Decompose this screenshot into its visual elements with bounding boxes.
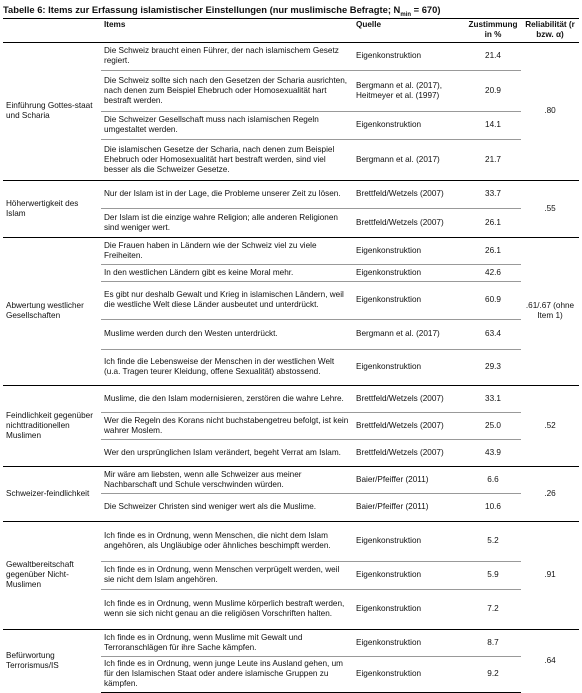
category-cell: Gewaltbereitschaft gegenüber Nicht-Muslimen (3, 521, 101, 629)
table-row (3, 237, 579, 264)
item-cell: Die islamischen Gesetze der Scharia, nach denen zum Beispiel Ehebruch oder Homosexualität hart bestraft werden, sind viel besser als die Schweizer Gesetze. (101, 139, 353, 180)
caption-suffix: = 670) (411, 4, 441, 15)
item-cell: Ich finde es in Ordnung, wenn junge Leute ins Ausland gehen, um für den Islamischen Staat oder andere islamische Gruppen zu kämpfen. (101, 656, 353, 692)
items-table (3, 18, 579, 693)
category-cell: Feindlichkeit gegenüber nichttraditionellen Muslimen (3, 385, 101, 466)
category-cell: Befürwortung Terrorismus/IS (3, 629, 101, 692)
value-cell: 9.2 (465, 656, 521, 692)
item-cell: Wer die Regeln des Korans nicht buchstabengetreu befolgt, ist kein wahrer Moslem. (101, 412, 353, 439)
value-cell: 42.6 (465, 264, 521, 281)
category-cell: Einführung Gottes-staat und Scharia (3, 42, 101, 180)
header-quelle: Quelle (353, 19, 465, 43)
item-cell: Ich finde es in Ordnung, wenn Menschen verprügelt werden, weil sie nicht dem Islam angehören. (101, 561, 353, 589)
source-cell: Brettfeld/Wetzels (2007) (353, 385, 465, 412)
source-cell: Eigenkonstruktion (353, 589, 465, 629)
value-cell: 21.7 (465, 139, 521, 180)
reliability-cell: .61/.67 (ohne Item 1) (521, 237, 579, 385)
category-cell: Abwertung westlicher Gesellschaften (3, 237, 101, 385)
source-cell: Brettfeld/Wetzels (2007) (353, 412, 465, 439)
value-cell: 26.1 (465, 237, 521, 264)
source-cell: Brettfeld/Wetzels (2007) (353, 180, 465, 208)
item-cell: Ich finde es in Ordnung, wenn Muslime mit Gewalt und Terroranschlägen für ihre Sache kämpfen. (101, 629, 353, 656)
reliability-cell: .55 (521, 180, 579, 237)
source-cell: Bergmann et al. (2017) (353, 139, 465, 180)
item-cell: In den westlichen Ländern gibt es keine Moral mehr. (101, 264, 353, 281)
table-row (3, 180, 579, 208)
source-cell: Baier/Pfeiffer (2011) (353, 466, 465, 493)
value-cell: 21.4 (465, 42, 521, 70)
item-cell: Ich finde es in Ordnung, wenn Muslime körperlich bestraft werden, wenn sie sich nicht genau an die religiösen Vorschriften halten. (101, 589, 353, 629)
source-cell: Eigenkonstruktion (353, 349, 465, 385)
source-cell: Eigenkonstruktion (353, 629, 465, 656)
item-cell: Die Schweiz braucht einen Führer, der nach islamischem Gesetz regiert. (101, 42, 353, 70)
table-row (3, 385, 579, 412)
value-cell: 43.9 (465, 439, 521, 466)
reliability-cell: .80 (521, 42, 579, 180)
source-cell: Baier/Pfeiffer (2011) (353, 493, 465, 521)
source-cell: Eigenkonstruktion (353, 237, 465, 264)
value-cell: 33.1 (465, 385, 521, 412)
item-cell: Die Frauen haben in Ländern wie der Schweiz viel zu viele Freiheiten. (101, 237, 353, 264)
item-cell: Muslime, die den Islam modernisieren, zerstören die wahre Lehre. (101, 385, 353, 412)
item-cell: Muslime werden durch den Westen unterdrückt. (101, 319, 353, 349)
source-cell: Eigenkonstruktion (353, 281, 465, 319)
header-zustimmung: Zustimmung in % (465, 19, 521, 43)
item-cell: Nur der Islam ist in der Lage, die Probleme unserer Zeit zu lösen. (101, 180, 353, 208)
reliability-cell: .91 (521, 521, 579, 629)
source-cell: Eigenkonstruktion (353, 656, 465, 692)
table-row (3, 521, 579, 561)
item-cell: Mir wäre am liebsten, wenn alle Schweizer aus meiner Nachbarschaft und Schule verschwinden würden. (101, 466, 353, 493)
value-cell: 25.0 (465, 412, 521, 439)
value-cell: 7.2 (465, 589, 521, 629)
item-cell: Die Schweiz sollte sich nach den Gesetzen der Scharia ausrichten, nach denen zum Beispiel Ehebruch oder Homosexualität hart bestraft werden. (101, 70, 353, 111)
item-cell: Es gibt nur deshalb Gewalt und Krieg in islamischen Ländern, weil die westliche Welt diese Länder ausbeutet und unterdrückt. (101, 281, 353, 319)
reliability-cell: .52 (521, 385, 579, 466)
value-cell: 60.9 (465, 281, 521, 319)
source-cell: Eigenkonstruktion (353, 111, 465, 139)
table-row (3, 42, 579, 70)
source-cell: Brettfeld/Wetzels (2007) (353, 208, 465, 237)
caption-prefix: Tabelle 6: Items zur Erfassung islamistischer Einstellungen (nur muslimische Befragte; N (3, 4, 401, 15)
value-cell: 33.7 (465, 180, 521, 208)
item-cell: Ich finde die Lebensweise der Menschen in der westlichen Welt (u.a. Tragen teurer Kleidung, offene Sexualität) abstossend. (101, 349, 353, 385)
item-cell: Der Islam ist die einzige wahre Religion; alle anderen Religionen sind weniger wert. (101, 208, 353, 237)
value-cell: 29.3 (465, 349, 521, 385)
table-row (3, 629, 579, 656)
value-cell: 20.9 (465, 70, 521, 111)
item-cell: Ich finde es in Ordnung, wenn Menschen, die nicht dem Islam angehören, als Ungläubige oder ähnliches beschimpft werden. (101, 521, 353, 561)
value-cell: 8.7 (465, 629, 521, 656)
source-cell: Bergmann et al. (2017), Heitmeyer et al. (1997) (353, 70, 465, 111)
table-row (3, 466, 579, 493)
value-cell: 10.6 (465, 493, 521, 521)
header-items: Items (101, 19, 353, 43)
caption-subscript: min (400, 11, 412, 18)
source-cell: Eigenkonstruktion (353, 264, 465, 281)
source-cell: Brettfeld/Wetzels (2007) (353, 439, 465, 466)
table-body (3, 42, 579, 692)
item-cell: Die Schweizer Christen sind weniger wert als die Muslime. (101, 493, 353, 521)
value-cell: 26.1 (465, 208, 521, 237)
item-cell: Wer den ursprünglichen Islam verändert, begeht Verrat am Islam. (101, 439, 353, 466)
category-cell: Schweizer-feindlichkeit (3, 466, 101, 521)
source-cell: Eigenkonstruktion (353, 42, 465, 70)
value-cell: 63.4 (465, 319, 521, 349)
category-cell: Höherwertigkeit des Islam (3, 180, 101, 237)
reliability-cell: .64 (521, 629, 579, 692)
source-cell: Eigenkonstruktion (353, 521, 465, 561)
source-cell: Bergmann et al. (2017) (353, 319, 465, 349)
item-cell: Die Schweizer Gesellschaft muss nach islamischen Regeln umgestaltet werden. (101, 111, 353, 139)
source-cell: Eigenkonstruktion (353, 561, 465, 589)
header-category (3, 19, 101, 43)
reliability-cell: .26 (521, 466, 579, 521)
value-cell: 14.1 (465, 111, 521, 139)
header-reliabilitaet: Reliabilität (r bzw. α) (521, 19, 579, 43)
value-cell: 5.2 (465, 521, 521, 561)
value-cell: 6.6 (465, 466, 521, 493)
value-cell: 5.9 (465, 561, 521, 589)
table-caption (0, 0, 582, 18)
header-row (3, 19, 579, 43)
